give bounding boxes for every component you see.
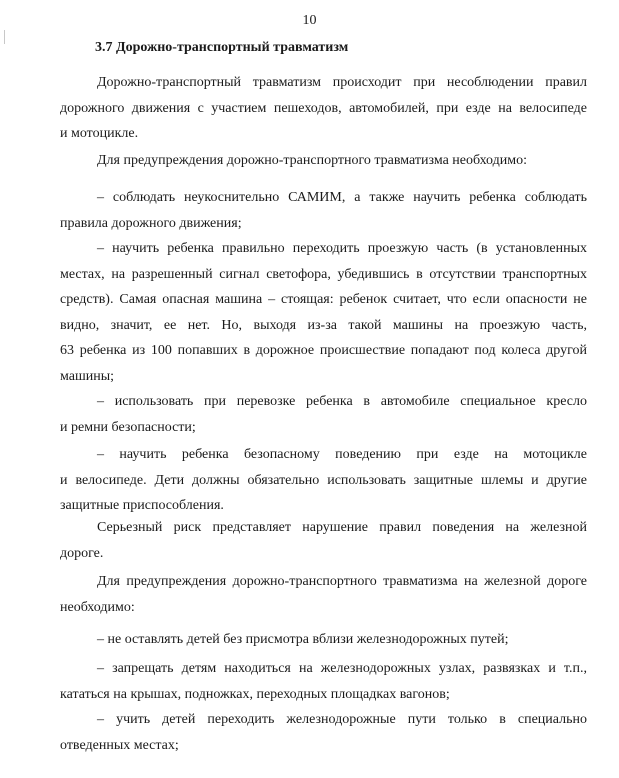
text-line: отведенных местах; — [60, 737, 179, 753]
text-line: – научить ребенка правильно переходить проезжую часть (в установленных — [97, 241, 587, 256]
text-line: – учить детей переходить железнодорожные пути только в специально — [97, 712, 587, 727]
text-line: – запрещать детям находиться на железнодорожных узлах, развязках и т.п., — [97, 661, 587, 676]
text-line: Для предупреждения дорожно-транспортного травматизма на железной дороге — [97, 574, 587, 589]
text-line: и мотоцикле. — [60, 126, 139, 142]
scan-margin-mark — [4, 30, 5, 44]
text-line: правила дорожного движения; — [60, 215, 242, 231]
text-line: – использовать при перевозке ребенка в автомобиле специальное кресло — [97, 394, 587, 409]
text-line: местах, на разрешенный сигнал светофора, убедившись в отсутствии транспортных — [60, 266, 587, 282]
page-number: 10 — [302, 13, 317, 28]
text-line: кататься на крышах, подножках, переходных площадках вагонов; — [60, 686, 450, 702]
list-item-prohibit-junctions — [60, 656, 587, 707]
paragraph-railway-risk — [60, 515, 587, 566]
text-line: дорожного движения с участием пешеходов, автомобилей, при езде на велосипеде — [60, 100, 587, 116]
text-line: – соблюдать неукоснительно САМИМ, а также научить ребенка соблюдать — [97, 190, 587, 205]
list-item-car-seat — [60, 389, 587, 440]
list-item-crossing — [60, 236, 587, 390]
paragraph-railway-lead — [60, 569, 587, 620]
list-item-designated-crossings — [60, 707, 587, 758]
text-line: Дорожно-транспортный травматизм происходит при несоблюдении правил — [97, 75, 587, 90]
text-line: защитные приспособления. — [60, 498, 224, 514]
list-item-helmets — [60, 442, 587, 519]
paragraph-prevention-lead — [60, 148, 587, 174]
text-line: и велосипеде. Дети должны обязательно использовать защитные шлемы и другие — [60, 472, 587, 488]
text-line: – научить ребенка безопасному поведению при езде на мотоцикле — [97, 447, 587, 462]
text-line: Серьезный риск представляет нарушение правил поведения на железной — [97, 520, 587, 535]
text-line: средств). Самая опасная машина – стоящая: ребенок считает, что если опасности не — [60, 292, 587, 308]
text-line: дороге. — [60, 545, 104, 561]
section-title: 3.7 Дорожно-транспортный травматизм — [95, 40, 349, 55]
paragraph-intro — [60, 70, 587, 147]
list-item-supervision — [60, 627, 587, 653]
text-line: видно, значит, ее нет. Но, выходя из-за такой машины на проезжую часть, — [60, 317, 587, 333]
text-line: – не оставлять детей без присмотра вблизи железнодорожных путей; — [97, 632, 509, 647]
text-line: необходимо: — [60, 599, 135, 615]
text-line: машины; — [60, 368, 115, 384]
text-line: 63 ребенка из 100 попавших в дорожное происшествие попадают под колеса другой — [60, 343, 587, 359]
text-line: Для предупреждения дорожно-транспортного травматизма необходимо: — [97, 153, 528, 168]
list-item-obey-rules — [60, 185, 587, 236]
text-line: и ремни безопасности; — [60, 419, 196, 435]
